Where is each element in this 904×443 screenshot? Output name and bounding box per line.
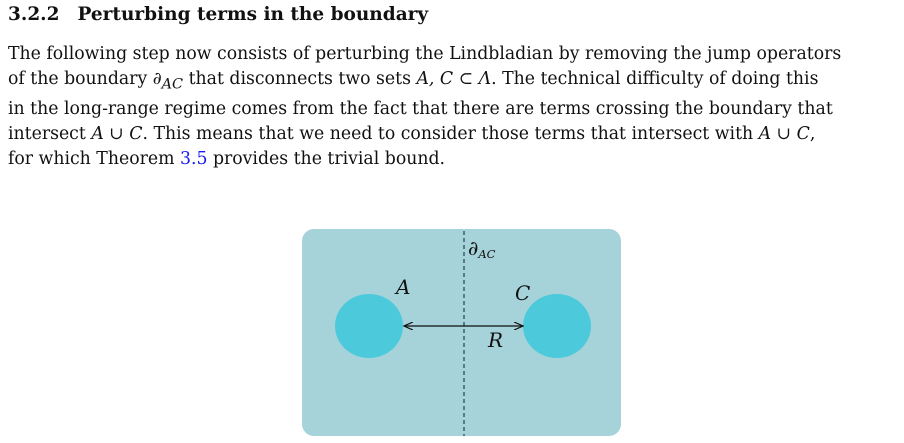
sets-expression: A, C ⊂ Λ — [416, 69, 492, 89]
union-expression: A ∪ C — [91, 124, 143, 145]
set-c-disk — [523, 294, 591, 358]
text-span: intersect — [8, 124, 92, 145]
text-span: of the boundary — [8, 69, 153, 89]
text-span: for which Theorem — [8, 149, 180, 170]
text-span: that disconnects two sets — [183, 69, 417, 89]
boundary-subscript: AC — [161, 76, 184, 93]
set-a-disk — [335, 294, 403, 358]
text-span: provides the trivial bound. — [207, 149, 446, 170]
theorem-reference-link[interactable]: 3.5 — [179, 149, 208, 170]
set-c-label: C — [515, 281, 531, 305]
partial-symbol: ∂ — [468, 236, 479, 260]
section-title: Perturbing terms in the boundary — [77, 4, 429, 25]
distance-label: R — [488, 328, 504, 352]
paragraph-line-3: in the long-range regime comes from the fact that there are terms crossing the boundary that — [8, 99, 833, 120]
section-number: 3.2.2 — [8, 4, 60, 25]
paragraph-line-1: The following step now consists of perturbing the Lindbladian by removing the jump operators — [8, 44, 842, 64]
boundary-label — [468, 236, 495, 261]
set-a-label: A — [396, 275, 411, 299]
text-span: . The technical difficulty of doing this — [491, 69, 819, 89]
text-span: , — [809, 124, 816, 145]
partial-symbol: ∂ — [152, 69, 162, 89]
union-expression: A ∪ C — [758, 124, 810, 145]
boundary-label-subscript: AC — [478, 247, 496, 261]
text-span: . This means that we need to consider those terms that intersect with — [142, 124, 759, 145]
